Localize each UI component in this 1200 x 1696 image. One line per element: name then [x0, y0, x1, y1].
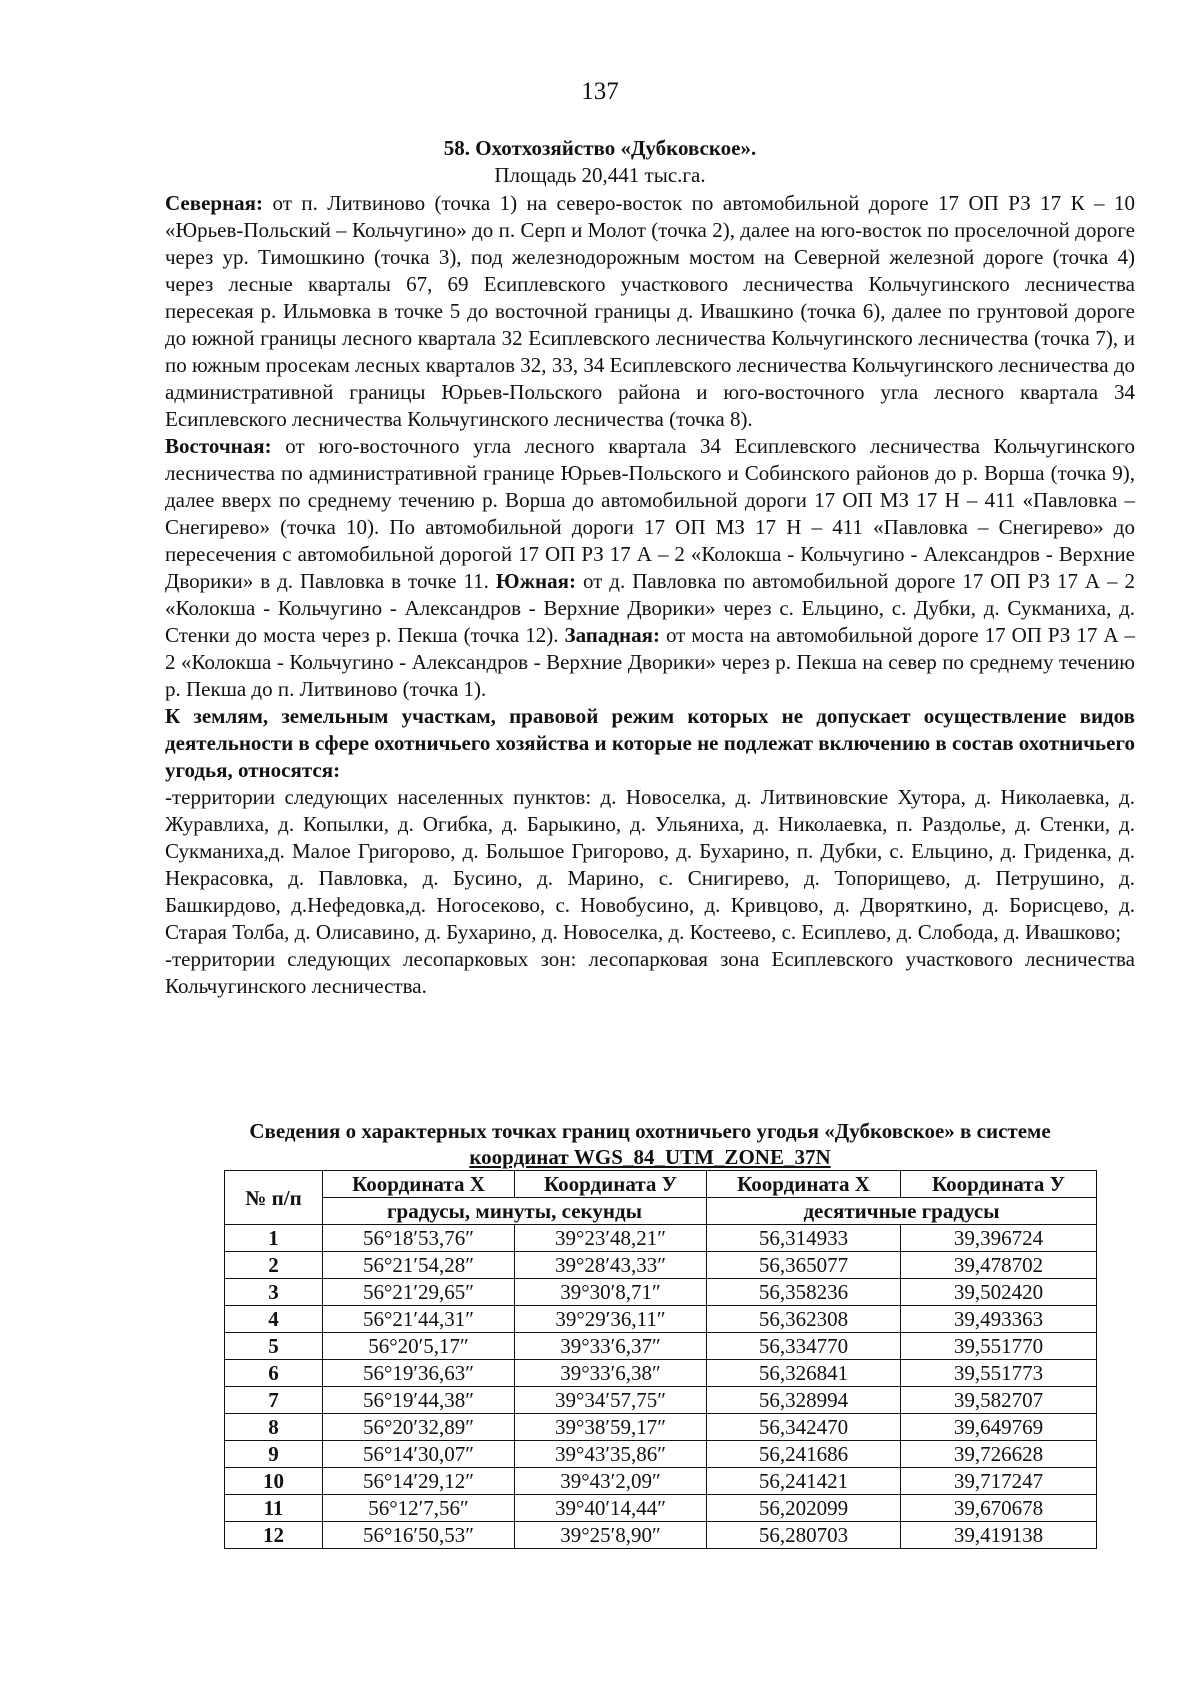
- cell-y-dms: 39°23′48,21″: [515, 1225, 707, 1252]
- boundary-description: [165, 190, 1135, 703]
- coordinates-table: [224, 1170, 1097, 1549]
- west-boundary-text: от моста на автомобильной дороге 17 ОП РЗ 17 А – 2 «Колокша - Кольчугино - Александров - Верхние Дворики» через р. Пекша на север по среднему течению р. Пекша до п. Литвиново (точка 1).: [165, 623, 1135, 701]
- table-row: [225, 1279, 1097, 1306]
- south-boundary-label: Южная:: [495, 569, 576, 593]
- cell-point-number: 4: [225, 1306, 323, 1333]
- exclusions-heading-text: К землям, земельным участкам, правовой режим которых не допускает осуществление видов деятельности в сфере охотничьего хозяйства и которые не подлежат включению в состав охотничьего угодья, относятся:: [165, 704, 1135, 782]
- cell-point-number: 7: [225, 1387, 323, 1414]
- cell-x-dms: 56°20′5,17″: [323, 1333, 515, 1360]
- cell-y-dec: 39,726628: [901, 1441, 1097, 1468]
- east-boundary-label: Восточная:: [165, 434, 272, 458]
- section-heading: 58. Охотхозяйство «Дубковское».: [443, 136, 757, 160]
- exclusions-heading: [165, 703, 1135, 784]
- cell-point-number: 5: [225, 1333, 323, 1360]
- cell-y-dec: 39,670678: [901, 1495, 1097, 1522]
- cell-y-dec: 39,582707: [901, 1387, 1097, 1414]
- cell-x-dec: 56,328994: [707, 1387, 901, 1414]
- cell-x-dms: 56°14′29,12″: [323, 1468, 515, 1495]
- cell-point-number: 1: [225, 1225, 323, 1252]
- cell-x-dec: 56,326841: [707, 1360, 901, 1387]
- cell-x-dec: 56,241421: [707, 1468, 901, 1495]
- table-row: [225, 1495, 1097, 1522]
- cell-x-dms: 56°18′53,76″: [323, 1225, 515, 1252]
- cell-x-dms: 56°12′7,56″: [323, 1495, 515, 1522]
- cell-y-dec: 39,478702: [901, 1252, 1097, 1279]
- table-row: [225, 1468, 1097, 1495]
- cell-x-dec: 56,314933: [707, 1225, 901, 1252]
- table-row: [225, 1441, 1097, 1468]
- table-row: [225, 1360, 1097, 1387]
- cell-y-dec: 39,551770: [901, 1333, 1097, 1360]
- subheader-dec: десятичные градусы: [707, 1198, 1097, 1225]
- table-row: [225, 1225, 1097, 1252]
- cell-point-number: 2: [225, 1252, 323, 1279]
- cell-y-dms: 39°29′36,11″: [515, 1306, 707, 1333]
- exclusion-settlements: -территории следующих населенных пунктов: д. Новоселка, д. Литвиновские Хутора, д. Николаевка, д. Журавлиха, д. Копылки, д. Огибка, д. Барыкино, д. Ульяниха, д. Николаевка, п. Раздолье, д. Стенки, д. Сукманиха,д. Малое Григорово, д. Большое Григорово, д. Бухарино, п. Дубки, с. Ельцино, д. Гриденка, д. Некрасовка, д. Павловка, д. Бусино, д. Марино, с. Снигирево, д. Топорищево, д. Петрушино, д. Башкирдово, д.Нефедовка,д. Ногосеково, с. Новобусино, д. Кривцово, д. Дворяткино, д. Борисцево, д. Старая Толба, д. Олисавино, д. Бухарино, д. Новоселка, д. Костеево, с. Есиплево, д. Слобода, д. Ивашково;: [165, 785, 1135, 944]
- cell-y-dec: 39,396724: [901, 1225, 1097, 1252]
- cell-y-dms: 39°25′8,90″: [515, 1522, 707, 1549]
- cell-x-dec: 56,365077: [707, 1252, 901, 1279]
- cell-x-dms: 56°19′36,63″: [323, 1360, 515, 1387]
- cell-y-dms: 39°43′35,86″: [515, 1441, 707, 1468]
- table-row: [225, 1387, 1097, 1414]
- table-row: [225, 1333, 1097, 1360]
- header-x-dec: Координата X: [707, 1171, 901, 1198]
- south-boundary-text: от д. Павловка по автомобильной дороге 17 ОП РЗ 17 А – 2 «Колокша - Кольчугино - Александров - Верхние Дворики» через с. Ельцино, с. Дубки, д. Сукманиха, д. Стенки до моста через р. Пекша (точка 12).: [165, 569, 1135, 647]
- header-y-dms: Координата У: [515, 1171, 707, 1198]
- cell-point-number: 9: [225, 1441, 323, 1468]
- area-line: Площадь 20,441 тыс.га.: [494, 163, 706, 187]
- cell-point-number: 11: [225, 1495, 323, 1522]
- cell-x-dms: 56°21′29,65″: [323, 1279, 515, 1306]
- header-num: № п/п: [225, 1171, 323, 1225]
- document-body: [165, 190, 1135, 1000]
- cell-point-number: 12: [225, 1522, 323, 1549]
- table-body: [225, 1225, 1097, 1549]
- cell-x-dec: 56,334770: [707, 1333, 901, 1360]
- west-boundary-label: Западная:: [564, 623, 660, 647]
- north-boundary-label: Северная:: [165, 191, 264, 215]
- table-row: [225, 1414, 1097, 1441]
- header-y-dec: Координата У: [901, 1171, 1097, 1198]
- cell-x-dms: 56°19′44,38″: [323, 1387, 515, 1414]
- cell-x-dec: 56,241686: [707, 1441, 901, 1468]
- cell-x-dms: 56°20′32,89″: [323, 1414, 515, 1441]
- cell-y-dms: 39°43′2,09″: [515, 1468, 707, 1495]
- cell-point-number: 10: [225, 1468, 323, 1495]
- cell-y-dms: 39°30′8,71″: [515, 1279, 707, 1306]
- north-boundary-text: от п. Литвиново (точка 1) на северо-восток по автомобильной дороге 17 ОП РЗ 17 К – 10 «Юрьев-Польский – Кольчугино» до п. Серп и Молот (точка 2), далее на юго-восток по проселочной дороге через ур. Тимошкино (точка 3), под железнодорожным мостом на Северной железной дороге (точка 4) через лесные кварталы 67, 69 Есиплевского участкового лесничества Кольчугинского лесничества пересекая р. Ильмовка в точке 5 до восточной границы д. Ивашкино (точка 6), далее по грунтовой дороге до южной границы лесного квартала 32 Есиплевского лесничества Кольчугинского лесничества (точка 7), и по южным просекам лесных кварталов 32, 33, 34 Есиплевского лесничества Кольчугинского лесничества до административной границы Юрьев-Польского района и юго-восточного угла лесного квартала 34 Есиплевского лесничества Кольчугинского лесничества (точка 8).: [165, 191, 1135, 431]
- cell-y-dms: 39°38′59,17″: [515, 1414, 707, 1441]
- table-caption: [165, 1118, 1135, 1170]
- cell-y-dec: 39,502420: [901, 1279, 1097, 1306]
- cell-y-dec: 39,649769: [901, 1414, 1097, 1441]
- cell-y-dec: 39,551773: [901, 1360, 1097, 1387]
- cell-y-dec: 39,419138: [901, 1522, 1097, 1549]
- table-caption-line-1: Сведения о характерных точках границ охотничьего угодья «Дубковское» в системе: [249, 1119, 1051, 1143]
- cell-x-dms: 56°21′54,28″: [323, 1252, 515, 1279]
- cell-point-number: 8: [225, 1414, 323, 1441]
- exclusion-forest-parks: -территории следующих лесопарковых зон: лесопарковая зона Есиплевского участкового лесничества Кольчугинского лесничества.: [165, 947, 1135, 998]
- table-header-row: [225, 1171, 1097, 1198]
- cell-y-dec: 39,717247: [901, 1468, 1097, 1495]
- cell-y-dms: 39°34′57,75″: [515, 1387, 707, 1414]
- cell-x-dec: 56,342470: [707, 1414, 901, 1441]
- table-caption-line-2: координат WGS_84_UTM_ZONE_37N: [469, 1145, 831, 1169]
- subheader-dms: градусы, минуты, секунды: [323, 1198, 707, 1225]
- cell-point-number: 6: [225, 1360, 323, 1387]
- cell-y-dec: 39,493363: [901, 1306, 1097, 1333]
- table-row: [225, 1522, 1097, 1549]
- cell-y-dms: 39°28′43,33″: [515, 1252, 707, 1279]
- cell-y-dms: 39°40′14,44″: [515, 1495, 707, 1522]
- table-subheader-row: [225, 1198, 1097, 1225]
- header-x-dms: Координата X: [323, 1171, 515, 1198]
- page-number: 137: [581, 78, 619, 105]
- table-row: [225, 1306, 1097, 1333]
- cell-point-number: 3: [225, 1279, 323, 1306]
- cell-x-dms: 56°14′30,07″: [323, 1441, 515, 1468]
- cell-x-dec: 56,358236: [707, 1279, 901, 1306]
- cell-x-dec: 56,280703: [707, 1522, 901, 1549]
- cell-x-dms: 56°16′50,53″: [323, 1522, 515, 1549]
- cell-x-dec: 56,202099: [707, 1495, 901, 1522]
- table-row: [225, 1252, 1097, 1279]
- cell-x-dec: 56,362308: [707, 1306, 901, 1333]
- cell-y-dms: 39°33′6,37″: [515, 1333, 707, 1360]
- cell-x-dms: 56°21′44,31″: [323, 1306, 515, 1333]
- cell-y-dms: 39°33′6,38″: [515, 1360, 707, 1387]
- east-boundary-text: от юго-восточного угла лесного квартала 34 Есиплевского лесничества Кольчугинского лесничества по административной границе Юрьев-Польского и Собинского районов до р. Ворша (точка 9), далее вверх по среднему течению р. Ворша до автомобильной дороги 17 ОП МЗ 17 Н – 411 «Павловка – Снегирево» (точка 10). По автомобильной дороги 17 ОП МЗ 17 Н – 411 «Павловка – Снегирево» до пересечения с автомобильной дорогой 17 ОП РЗ 17 А – 2 «Колокша - Кольчугино - Александров - Верхние Дворики» в д. Павловка в точке 11.: [165, 434, 1135, 593]
